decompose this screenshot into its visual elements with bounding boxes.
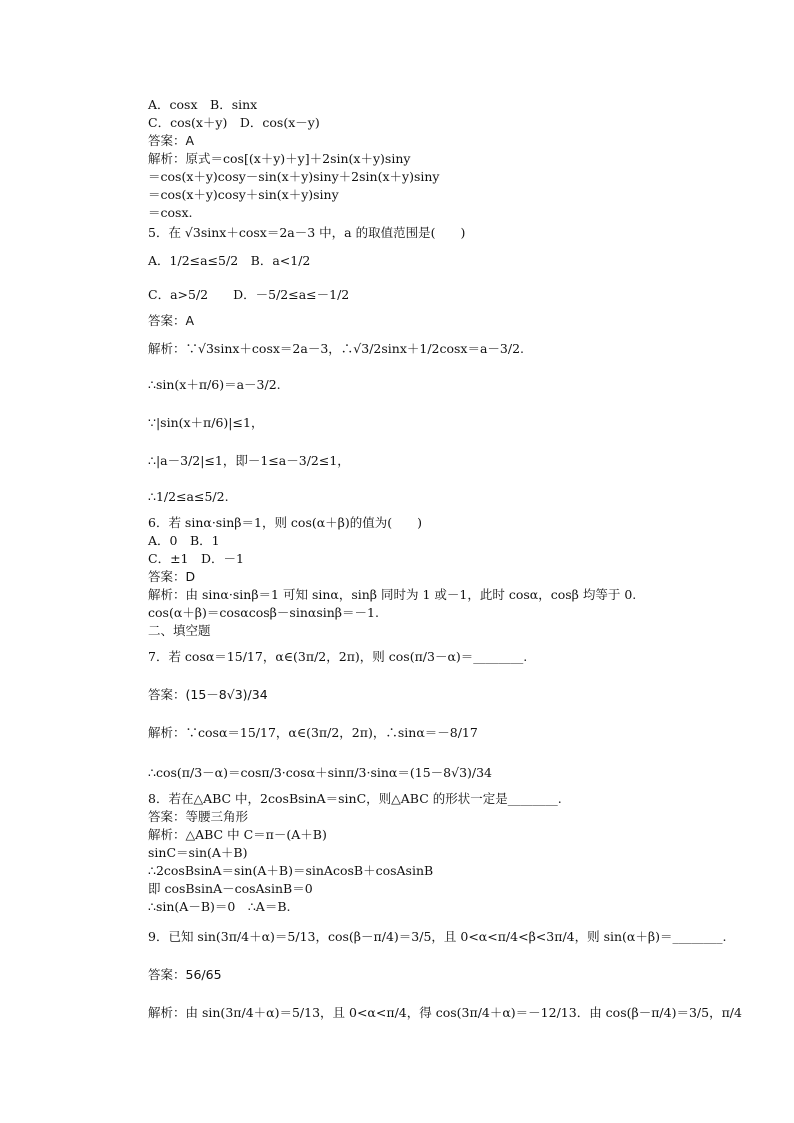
q5-options-cd: C．a>5/2 D．－5/2≤a≤－1/2	[148, 287, 350, 302]
q4-options-ab: A．cosx B．sinx	[148, 97, 258, 112]
q8-solution-line-5: ∴sin(A－B)＝0 ∴A＝B.	[148, 899, 291, 914]
q6-answer: 答案：D	[148, 569, 196, 584]
q4-solution-line-1: 解析：原式＝cos[(x＋y)＋y]＋2sin(x＋y)siny	[148, 151, 411, 166]
q9-solution-line-1: 解析：由 sin(3π/4＋α)＝5/13，且 0<α<π/4，得 cos(3π/4＋α)＝－12/13．由 cos(β－π/4)＝3/5，π/4	[148, 1005, 742, 1020]
q4-solution-line-4: ＝cosx.	[148, 205, 193, 220]
q6-question: 6．若 sinα·sinβ＝1，则 cos(α＋β)的值为( )	[148, 515, 423, 530]
q5-answer: 答案：A	[148, 313, 195, 328]
q4-options-cd: C．cos(x＋y) D．cos(x－y)	[148, 115, 320, 130]
section-heading-fill-in: 二、填空题	[148, 623, 211, 638]
q8-answer: 答案：等腰三角形	[148, 809, 249, 824]
q5-solution-line-3: ∵|sin(x＋π/6)|≤1，	[148, 415, 264, 430]
q9-answer: 答案：56/65	[148, 967, 222, 982]
q8-solution-line-3: ∴2cosBsinA＝sin(A＋B)＝sinAcosB＋cosAsinB	[148, 863, 434, 878]
q5-solution-line-2: ∴sin(x＋π/6)＝a－3/2.	[148, 377, 281, 392]
q6-options-ab: A．0 B．1	[148, 533, 220, 548]
q6-options-cd: C．±1 D．－1	[148, 551, 244, 566]
q8-question: 8．若在△ABC 中，2cosBsinA＝sinC，则△ABC 的形状一定是________.	[148, 791, 562, 806]
q6-solution-line-1: 解析：由 sinα·sinβ＝1 可知 sinα，sinβ 同时为 1 或－1，此时 cosα，cosβ 均等于 0.	[148, 587, 637, 602]
q4-answer: 答案：A	[148, 133, 195, 148]
q8-solution-line-1: 解析：△ABC 中 C＝π－(A＋B)	[148, 827, 327, 842]
q5-question: 5．在 √3sinx＋cosx＝2a－3 中，a 的取值范围是( )	[148, 225, 466, 240]
q7-answer: 答案：(15－8√3)/34	[148, 687, 268, 702]
q7-solution-line-2: ∴cos(π/3－α)＝cosπ/3·cosα＋sinπ/3·sinα＝(15－8√3)/34	[148, 765, 493, 780]
q5-solution-line-1: 解析：∵√3sinx＋cosx＝2a－3，∴√3/2sinx＋1/2cosx＝a－3/2.	[148, 341, 525, 356]
q5-solution-line-4: ∴|a－3/2|≤1，即－1≤a－3/2≤1，	[148, 453, 350, 468]
q8-solution-line-2: sinC＝sin(A＋B)	[148, 845, 248, 860]
q5-solution-line-5: ∴1/2≤a≤5/2.	[148, 489, 229, 504]
q4-solution-line-2: ＝cos(x＋y)cosy－sin(x＋y)siny＋2sin(x＋y)siny	[148, 169, 440, 184]
q8-solution-line-4: 即 cosBsinA－cosAsinB＝0	[148, 881, 313, 896]
q4-solution-line-3: ＝cos(x＋y)cosy＋sin(x＋y)siny	[148, 187, 339, 202]
q7-solution-line-1: 解析：∵cosα＝15/17，α∈(3π/2，2π)，∴sinα＝－8/17	[148, 725, 478, 740]
q9-question: 9．已知 sin(3π/4＋α)＝5/13，cos(β－π/4)＝3/5，且 0<α<π/4<β<3π/4，则 sin(α＋β)＝________.	[148, 929, 727, 944]
q6-solution-line-2: cos(α＋β)＝cosαcosβ－sinαsinβ＝－1.	[148, 605, 379, 620]
q5-options-ab: A．1/2≤a≤5/2 B．a<1/2	[148, 253, 311, 268]
q7-question: 7．若 cosα＝15/17，α∈(3π/2，2π)，则 cos(π/3－α)＝________.	[148, 649, 528, 664]
